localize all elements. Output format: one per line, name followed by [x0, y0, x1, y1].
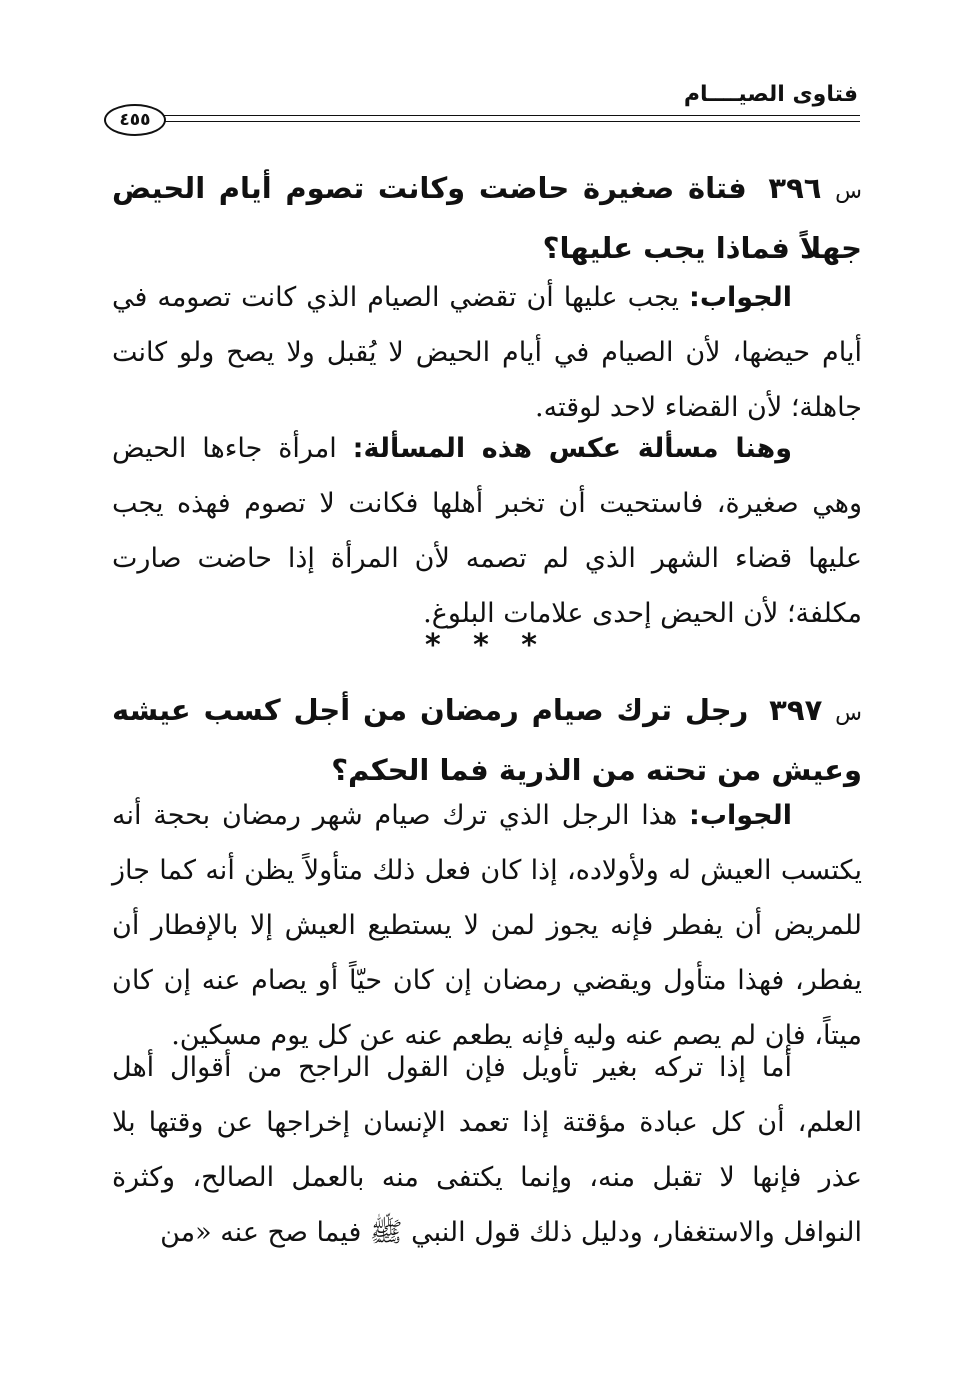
header-rule-top: [162, 115, 860, 116]
note-text: امرأة جاءها الحيض وهي صغيرة، فاستحيت أن تخبر أهلها فكانت لا تصوم فهذه يجب عليها قضاء الشهر الذي لم تصمه لأن المرأة إذا حاضت صارت مكلفة؛ لأن الحيض إحدى علامات البلوغ.: [112, 433, 862, 629]
note-396: [112, 421, 862, 641]
answer-label: الجواب:: [689, 800, 792, 831]
page-number-badge: [104, 104, 166, 136]
note-label: وهنا مسألة عكس هذه المسألة:: [352, 433, 793, 464]
question-marker: س: [835, 701, 862, 726]
section-separator: * * *: [425, 628, 537, 663]
question-397: [112, 682, 862, 798]
running-title: فتاوى الصيــــام: [683, 82, 858, 107]
answer-397: [112, 788, 862, 1063]
answer-text: هذا الرجل الذي ترك صيام شهر رمضان بحجة أنه يكتسب العيش له ولأولاده، إذا كان فعل ذلك متأولاً يظن أنه كما جاز للمريض أن يفطر فإنه يجوز لمن لا يستطيع العيش إلا بالإفطار أن يفطر، فهذا متأول ويقضي رمضان إن كان حيّاً أو يصام عنه إن كان ميتاً، فإن لم يصم عنه وليه فإنه يطعم عنه عن كل يوم مسكين.: [112, 800, 862, 1051]
question-marker: س: [835, 179, 862, 204]
page-number: ٤٥٥: [119, 109, 151, 130]
continuation-text: أما إذا تركه بغير تأويل فإن القول الراجح من أقوال أهل العلم، أن كل عبادة مؤقتة إذا تعمد الإنسان إخراجها عن وقتها بلا عذر فإنها لا تقبل منه، وإنما يكتفى منه بالعمل الصالح، وكثرة النوافل والاستغفار، ودليل ذلك قول النبي ﷺ فيما صح عنه «من: [112, 1052, 862, 1248]
question-number: ٣٩٧: [769, 693, 823, 727]
question-396: [112, 160, 862, 276]
header-rule-bottom: [162, 121, 860, 122]
answer-396: [112, 270, 862, 435]
question-text: رجل ترك صيام رمضان من أجل كسب عيشه وعيش من تحته من الذرية فما الحكم؟: [112, 693, 862, 787]
answer-label: الجواب:: [689, 282, 792, 313]
question-text: فتاة صغيرة حاضت وكانت تصوم أيام الحيض جهلاً فماذا يجب عليها؟: [112, 171, 862, 265]
continuation-397: [112, 1040, 862, 1260]
answer-text: يجب عليها أن تقضي الصيام الذي كانت تصومه في أيام حيضها، لأن الصيام في أيام الحيض لا يُقبل ولا يصح ولو كانت جاهلة؛ لأن القضاء لاحد لوقته.: [112, 282, 862, 423]
question-number: ٣٩٦: [768, 171, 822, 205]
